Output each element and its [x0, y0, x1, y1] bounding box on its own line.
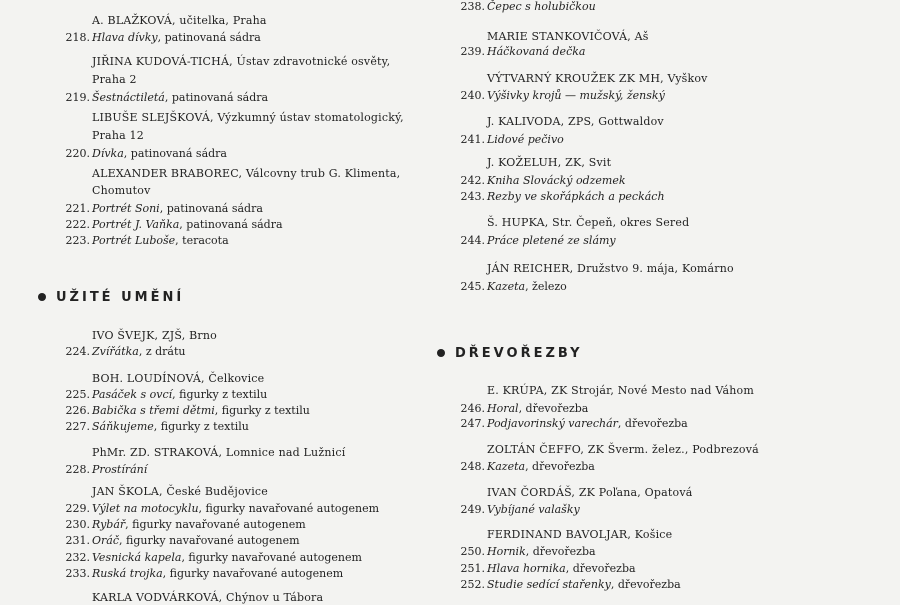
author-text: Praha 12	[92, 129, 144, 142]
author-text: Š. HUPKA, Str. Čepeň, okres Sered	[487, 216, 690, 229]
entry-number: 239.	[460, 45, 485, 58]
entry-title: Práce pletené ze slámy	[487, 234, 616, 247]
author-text: JAN ŠKOLA, České Budějovice	[92, 485, 268, 498]
entry-number: 247.	[460, 417, 485, 430]
entry-title: Šestnáctiletá	[92, 91, 165, 104]
entry-material: , figurky navařované autogenem	[119, 534, 300, 547]
entry-title: Hlava hornika	[487, 562, 566, 575]
entry-title: Háčkovaná dečka	[487, 45, 586, 58]
entry-material: , figurky navařované autogenem	[181, 551, 362, 564]
author-text: BOH. LOUDÍNOVÁ, Čelkovice	[92, 372, 265, 385]
entry-title: Babička s třemi dětmi	[92, 404, 215, 417]
entry-number: 223.	[65, 234, 90, 247]
bullet-icon	[437, 349, 445, 357]
entry-material: , dřevořezba	[525, 545, 596, 558]
entry-title: Dívka	[92, 147, 124, 160]
entry-title: Prostírání	[92, 463, 148, 476]
author-text: J. KALIVODA, ZPS, Gottwaldov	[487, 115, 664, 128]
entry-material: , dřevořezba	[617, 417, 688, 430]
entry-material: , železo	[525, 280, 567, 293]
entry-material: , z drátu	[138, 345, 186, 358]
author-text: J. KOŽELUH, ZK, Svit	[487, 156, 612, 169]
entry-number: 228.	[65, 463, 90, 476]
entry-title: Čepec s holubičkou	[487, 0, 596, 13]
author-text: IVAN ČORDÁŠ, ZK Poľana, Opatová	[487, 486, 693, 499]
author-text: FERDINAND BAVOLJAR, Košice	[487, 528, 673, 541]
entry-number: 243.	[460, 190, 485, 203]
section-heading-uzite-umeni	[38, 290, 184, 305]
entry-number: 252.	[460, 578, 485, 591]
entry-title: Rybář	[92, 518, 126, 531]
entry-title: Horal	[487, 402, 519, 415]
entry-number: 248.	[460, 460, 485, 473]
entry-number: 240.	[460, 89, 485, 102]
entry-number: 238.	[460, 0, 485, 13]
entry-number: 242.	[460, 174, 485, 187]
section-heading-drevorezby	[437, 346, 583, 361]
entry-material: , patinovaná sádra	[123, 147, 227, 160]
entry-number: 227.	[65, 420, 90, 433]
author-text: KARLA VODVÁRKOVÁ, Chýnov u Tábora	[92, 591, 324, 604]
heading-text: DŘEVOŘEZBY	[455, 346, 583, 361]
entry-title: Sáňkujeme	[92, 420, 154, 433]
entry-title: Oráč	[92, 534, 119, 547]
entry-number: 224.	[65, 345, 90, 358]
entry-title: Výlet na motocyklu	[92, 502, 199, 515]
entry-title: Portrét J. Vaňka	[92, 218, 180, 231]
entry-number: 233.	[65, 567, 90, 580]
entry-number: 244.	[460, 234, 485, 247]
author-text: PhMr. ZD. STRAKOVÁ, Lomnice nad Lužnicí	[92, 446, 346, 459]
entry-title: Zvířátka	[92, 345, 139, 358]
entry-title: Rezby ve skořápkách a peckách	[487, 190, 665, 203]
author-text: A. BLAŽKOVÁ, učitelka, Praha	[92, 14, 267, 27]
entry-number: 231.	[65, 534, 90, 547]
entry-number: 251.	[460, 562, 485, 575]
author-text: E. KRÚPA, ZK Strojár, Nové Mesto nad Váhom	[487, 384, 754, 397]
entry-title: Ruská trojka	[92, 567, 163, 580]
author-text: MARIE STANKOVIČOVÁ, Aš	[487, 30, 649, 43]
entry-material: , patinovaná sádra	[179, 218, 283, 231]
entry-title: Vesnická kapela	[92, 551, 182, 564]
entry-title: Lidové pečivo	[487, 133, 564, 146]
entry-number: 246.	[460, 402, 485, 415]
entry-material: , dřevořezba	[525, 460, 595, 473]
author-text: VÝTVARNÝ KROUŽEK ZK MH, Vyškov	[487, 72, 708, 85]
entry-title: Hlava dívky	[92, 31, 158, 44]
entry-title: Kniha Slovácký odzemek	[487, 174, 626, 187]
author-text: ALEXANDER BRABOREC, Válcovny trub G. Klimenta,	[92, 167, 401, 180]
entry-number: 250.	[460, 545, 485, 558]
entry-material: , patinovaná sádra	[157, 31, 261, 44]
entry-material: , teracota	[175, 234, 229, 247]
entry-material: , figurky navařované autogenem	[162, 567, 344, 580]
author-text: ZOLTÁN ČEFFO, ZK Šverm. želez., Podbrezová	[487, 443, 759, 456]
entry-number: 229.	[65, 502, 90, 515]
entry-material: , figurky z textilu	[172, 388, 268, 401]
entry-number: 221.	[65, 202, 90, 215]
entry-material: , dřevořezba	[518, 402, 589, 415]
entry-title: Podjavorinský varechár	[487, 417, 618, 430]
entry-material: , figurky z textilu	[153, 420, 249, 433]
entry-title: Kazeta	[487, 460, 526, 473]
entry-material: , patinovaná sádra	[164, 91, 269, 104]
entry-number: 218.	[65, 31, 90, 44]
entry-title: Vybíjané valašky	[487, 503, 580, 516]
entry-title: Portrét Soni	[92, 202, 160, 215]
entry-number: 222.	[65, 218, 90, 231]
entry-number: 225.	[65, 388, 90, 401]
entry-number: 230.	[65, 518, 90, 531]
entry-number: 232.	[65, 551, 90, 564]
author-text: Chomutov	[92, 184, 151, 197]
entry-title: Pasáček s ovcí	[92, 388, 173, 401]
entry-material: , figurky navařované autogenem	[125, 518, 306, 531]
entry-title: Výšivky krojů — mužský, ženský	[487, 89, 665, 102]
entry-title: Studie sedící stařenky	[487, 578, 611, 591]
heading-text: UŽITÉ UMĚNÍ	[56, 290, 185, 305]
author-text: JIŘINA KUDOVÁ-TICHÁ, Ústav zdravotnické osvěty,	[92, 55, 391, 68]
bullet-icon	[38, 293, 46, 301]
entry-number: 226.	[65, 404, 90, 417]
entry-material: , dřevořezba	[565, 562, 636, 575]
author-text: IVO ŠVEJK, ZJŠ, Brno	[92, 329, 217, 342]
entry-title: Hornik	[487, 545, 526, 558]
entry-title: Kazeta	[487, 280, 526, 293]
entry-material: , figurky navařované autogenem	[198, 502, 380, 515]
entry-number: 219.	[65, 91, 90, 104]
entry-material: , patinovaná sádra	[159, 202, 263, 215]
author-text: Praha 2	[92, 73, 137, 86]
author-text: JÁN REICHER, Družstvo 9. mája, Komárno	[487, 262, 734, 275]
entry-material: , dřevořezba	[610, 578, 681, 591]
entry-number: 220.	[65, 147, 90, 160]
entry-number: 241.	[460, 133, 485, 146]
entry-number: 249.	[460, 503, 485, 516]
author-text: LIBUŠE SLEJŠKOVÁ, Výzkumný ústav stomatologický,	[92, 111, 404, 124]
entry-number: 245.	[460, 280, 485, 293]
entry-material: , figurky z textilu	[214, 404, 310, 417]
entry-title: Portrét Luboše	[92, 234, 176, 247]
